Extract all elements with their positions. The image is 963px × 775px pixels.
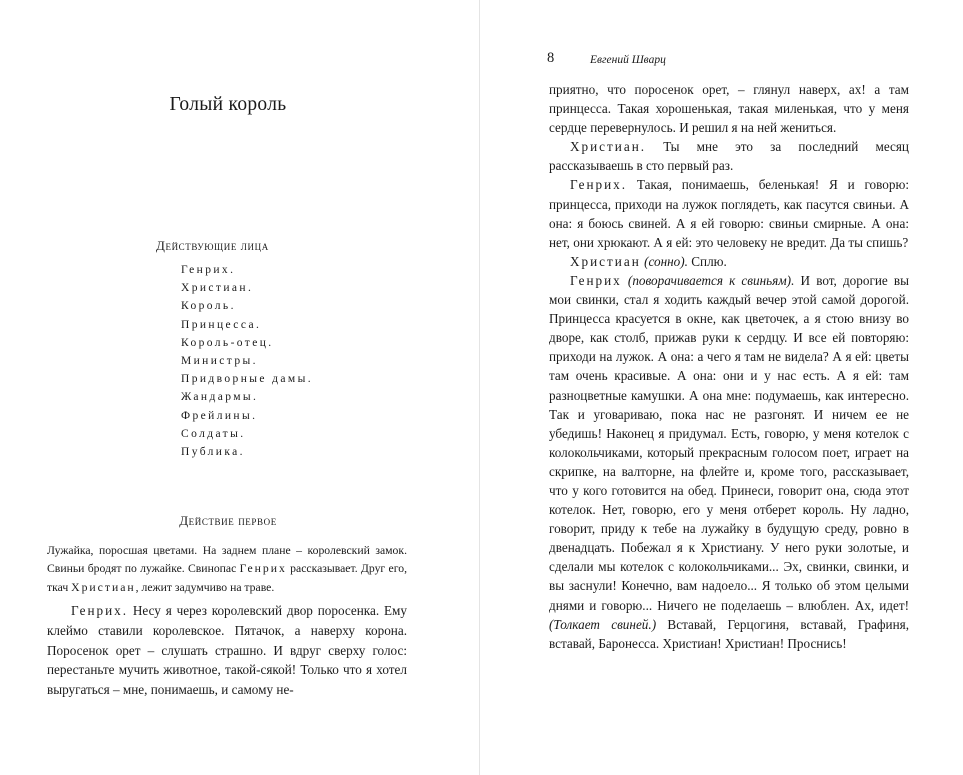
cast-heading: Действующие лица <box>156 238 269 253</box>
dialogue-text: Вставай, Герцогиня, вставай, Графиня, вставай, Баронесса. Христиан! Христиан! Проснись! <box>549 616 910 651</box>
stage-remark: (сонно). <box>640 253 688 269</box>
dialogue-paragraph: приятно, что поросенок орет, – глянул наверх, ах! а там принцесса. Такая хорошенькая, такая миленькая, что у меня сердце перевернулось. И решил я на ней жениться. <box>549 82 909 136</box>
cast-item: Придворные дамы. <box>181 373 314 386</box>
stage-remark: (поворачивается к свиньям). <box>621 272 795 288</box>
cast-item: Христиан. <box>181 282 254 295</box>
cast-item: Солдаты. <box>181 427 246 440</box>
running-head: Евгений Шварц <box>590 54 666 66</box>
stage-direction-text: рассказывает. Друг его, ткач <box>47 562 407 594</box>
dialogue-paragraph <box>549 252 909 271</box>
speaker-name: Генрих <box>570 272 622 288</box>
dialogue-text: И вот, дорогие вы мои свинки, стал я ходить каждый вечер этой самой дорогой. Принцесса красуется в окне, как цветочек, а я стою внизу во дворе, как столб, прижав руки к сердцу. И все ей повторяю: приходи на лужок. А она: а чего я там не видела? А я ей: цветы там очень красивые. А она: они и у нас есть. А я ей: там разноцветные камушки. А она мне: подумаешь, как интересно. Так и уговариваю, пока нас не разгонят. И ничем ее не убедишь! Наконец я придумал. Есть, говорю, у меня котелок с колокольчиками, который прекрасным голосом поет, играет на скрипке, на валторне, на флейте и, кроме того, рассказывает, что у кого готовится на обед. Принеси, говорит она, сюда этот котелок. Нет, говорю, его у меня отберет король. Ну ладно, говорит, приду к тебе на лужайку в будущую среду, ровно в двенадцать. Побежал я к Христиану. У него руки золотые, и сделали мы котелок с колокольчиками... Эх, свинки, свинки, и вы заснули! Конечно, вам надоело... Я только об этом целыми днями и говорю... Ничего не поделаешь – влюблен. Ах, идет! <box>549 272 910 613</box>
dialogue-text: Ты мне это за последний месяц рассказываешь в сто первый раз. <box>549 139 909 174</box>
dialogue-text: Несу я через королевский двор поросенка. Ему клеймо ставили королевское. Пятачок, а наверху корона. Поросенок орет – слушать страшно. И вдруг сверху голос: перестаньте мучить животное, такой-сякой! Только что я хотел выругаться – мне, понимаешь, и самому не- <box>47 603 407 698</box>
cast-item: Король. <box>181 300 236 313</box>
character-name: Генрих <box>239 562 287 576</box>
dialogue-paragraph <box>549 175 909 251</box>
act-heading: Действие первое <box>179 513 277 528</box>
cast-item: Король-отец. <box>181 336 274 349</box>
right-page <box>480 0 963 775</box>
speaker-name: Христиан <box>570 253 641 269</box>
cast-item: Принцесса. <box>181 318 262 331</box>
stage-direction-text: , лежит задумчиво на траве. <box>135 580 275 594</box>
cast-item: Публика. <box>181 446 245 459</box>
play-title: Голый король <box>169 94 287 115</box>
dialogue-text: Такая, понимаешь, беленькая! Я и говорю: принцесса, приходи на лужок поглядеть, как пасутся свиньи. А она: я боюсь свиней. А я ей говорю: свиньи смирные. А она: нет, они хрюкают. А я ей: это человеку не вредит. Да ты спишь? <box>549 177 909 250</box>
page-number: 8 <box>547 50 555 66</box>
stage-remark: (Толкает свиней.) <box>549 616 657 632</box>
cast-list <box>181 261 313 461</box>
right-text-block <box>549 80 909 653</box>
character-name: Христиан <box>71 580 136 594</box>
speaker-name: Генрих. <box>71 603 129 618</box>
stage-direction-text: Лужайка, поросшая цветами. На заднем плане – королевский замок. Свиньи бродят по лужайке. Свинопас <box>47 544 407 576</box>
cast-item: Министры. <box>181 355 258 368</box>
dialogue-paragraph <box>549 271 909 653</box>
dialogue-text: Сплю. <box>687 253 727 269</box>
stage-direction <box>47 542 407 597</box>
cast-item: Генрих. <box>181 264 236 276</box>
speaker-name: Христиан. <box>570 139 647 155</box>
cast-item: Жандармы. <box>181 391 259 404</box>
dialogue-paragraph <box>549 137 909 175</box>
cast-item: Фрейлины. <box>181 409 258 422</box>
dialogue-paragraph <box>47 601 407 700</box>
speaker-name: Генрих. <box>570 177 628 193</box>
left-page <box>0 0 479 775</box>
